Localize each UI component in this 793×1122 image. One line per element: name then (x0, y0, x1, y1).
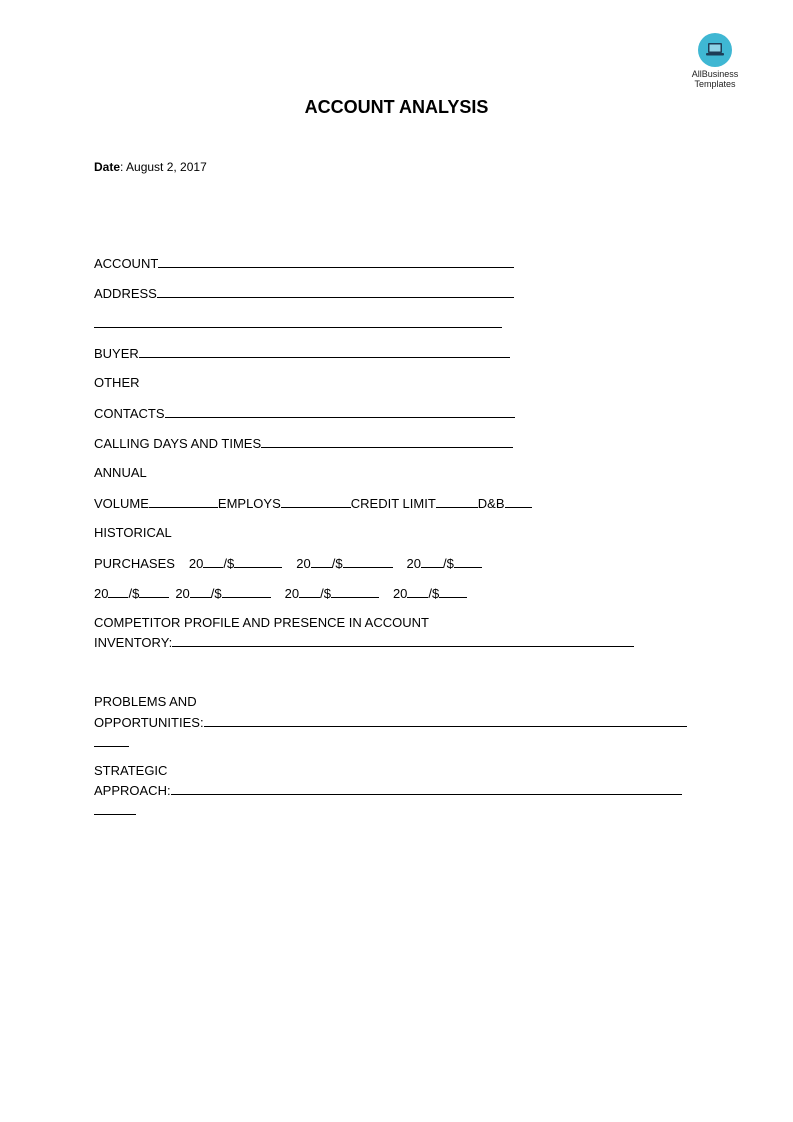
volume-label: VOLUME (94, 496, 149, 511)
date-label: Date (94, 160, 121, 174)
year-prefix: 20 (188, 556, 204, 571)
opportunities-label: OPPORTUNITIES: (94, 715, 204, 730)
purchases-row (94, 554, 482, 572)
dollar-sign: /$ (443, 556, 454, 571)
buyer-blank[interactable] (139, 344, 510, 358)
dollar-sign: /$ (320, 586, 331, 601)
contacts-row (94, 404, 515, 422)
laptop-icon (698, 33, 732, 67)
opportunities-row (94, 713, 687, 731)
year-prefix: 20 (296, 556, 311, 571)
page-title: ACCOUNT ANALYSIS (304, 97, 489, 117)
logo (683, 33, 747, 89)
dollar-sign: /$ (128, 586, 140, 601)
calling-label: CALLING DAYS AND TIMES (94, 436, 262, 451)
year-blank[interactable] (311, 554, 332, 568)
volume-row (94, 494, 532, 512)
problems-label: PROBLEMS AND (94, 694, 197, 709)
date-value: : August 2, 2017 (120, 160, 207, 174)
buyer-row (94, 344, 510, 362)
annual-row (94, 464, 147, 482)
competitor-row (94, 614, 429, 632)
db-label: D&B (477, 496, 505, 511)
opportunities-continuation (94, 733, 129, 751)
amount-blank[interactable] (343, 554, 393, 568)
opportunities-blank[interactable] (204, 713, 687, 727)
date-line (94, 160, 207, 174)
address-blank[interactable] (157, 284, 514, 298)
problems-row (94, 693, 197, 711)
year-prefix: 20 (392, 586, 408, 601)
contacts-label: CONTACTS (94, 406, 165, 421)
competitor-label: COMPETITOR PROFILE AND PRESENCE IN ACCOUNT (94, 615, 429, 630)
calling-row (94, 434, 513, 452)
approach-blank[interactable] (171, 781, 682, 795)
logo-text-line2: Templates (694, 79, 736, 89)
amount-blank[interactable] (222, 584, 271, 598)
amount-blank[interactable] (439, 584, 467, 598)
amount-blank[interactable] (454, 554, 482, 568)
address-line2-blank[interactable] (94, 314, 502, 328)
year-blank[interactable] (299, 584, 320, 598)
contacts-blank[interactable] (165, 404, 515, 418)
strategic-label: STRATEGIC (94, 763, 168, 778)
year-blank[interactable] (407, 584, 428, 598)
account-row (94, 254, 514, 272)
calling-blank[interactable] (261, 434, 513, 448)
approach-continuation (94, 801, 136, 819)
dollar-sign: /$ (223, 556, 235, 571)
approach-label: APPROACH: (94, 783, 171, 798)
strategic-row (94, 762, 167, 780)
other-label: OTHER (94, 375, 140, 390)
account-blank[interactable] (158, 254, 514, 268)
dollar-sign: /$ (331, 556, 343, 571)
annual-label: ANNUAL (94, 465, 147, 480)
year-prefix: 20 (175, 586, 190, 601)
approach-row (94, 781, 682, 799)
account-label: ACCOUNT (94, 256, 159, 271)
historical-label: HISTORICAL (94, 525, 172, 540)
buyer-label: BUYER (94, 346, 139, 361)
address-line2-row (94, 314, 502, 332)
opportunities-blank-2[interactable] (94, 733, 129, 747)
other-row (94, 374, 140, 392)
inventory-row (94, 633, 634, 651)
address-row (94, 284, 514, 302)
year-blank[interactable] (190, 584, 211, 598)
approach-blank-2[interactable] (94, 801, 136, 815)
volume-blank[interactable] (149, 494, 218, 508)
historical-row (94, 524, 172, 542)
credit-limit-blank[interactable] (436, 494, 478, 508)
employs-blank[interactable] (281, 494, 351, 508)
logo-text-line1: AllBusiness (691, 69, 739, 79)
year-prefix: 20 (284, 586, 300, 601)
purchases-label: PURCHASES (94, 556, 175, 571)
employs-label: EMPLOYS (217, 496, 281, 511)
year-blank[interactable] (108, 584, 128, 598)
amount-blank[interactable] (234, 554, 282, 568)
dollar-sign: /$ (210, 586, 222, 601)
inventory-blank[interactable] (172, 633, 634, 647)
amount-blank[interactable] (331, 584, 379, 598)
amount-blank[interactable] (139, 584, 169, 598)
address-label: ADDRESS (94, 286, 157, 301)
credit-limit-label: CREDIT LIMIT (350, 496, 436, 511)
inventory-label: INVENTORY: (94, 635, 173, 650)
dollar-sign: /$ (428, 586, 440, 601)
year-blank[interactable] (421, 554, 443, 568)
purchases-row-2 (94, 584, 467, 602)
db-blank[interactable] (505, 494, 532, 508)
year-prefix: 20 (406, 556, 422, 571)
year-prefix: 20 (94, 586, 109, 601)
year-blank[interactable] (203, 554, 223, 568)
